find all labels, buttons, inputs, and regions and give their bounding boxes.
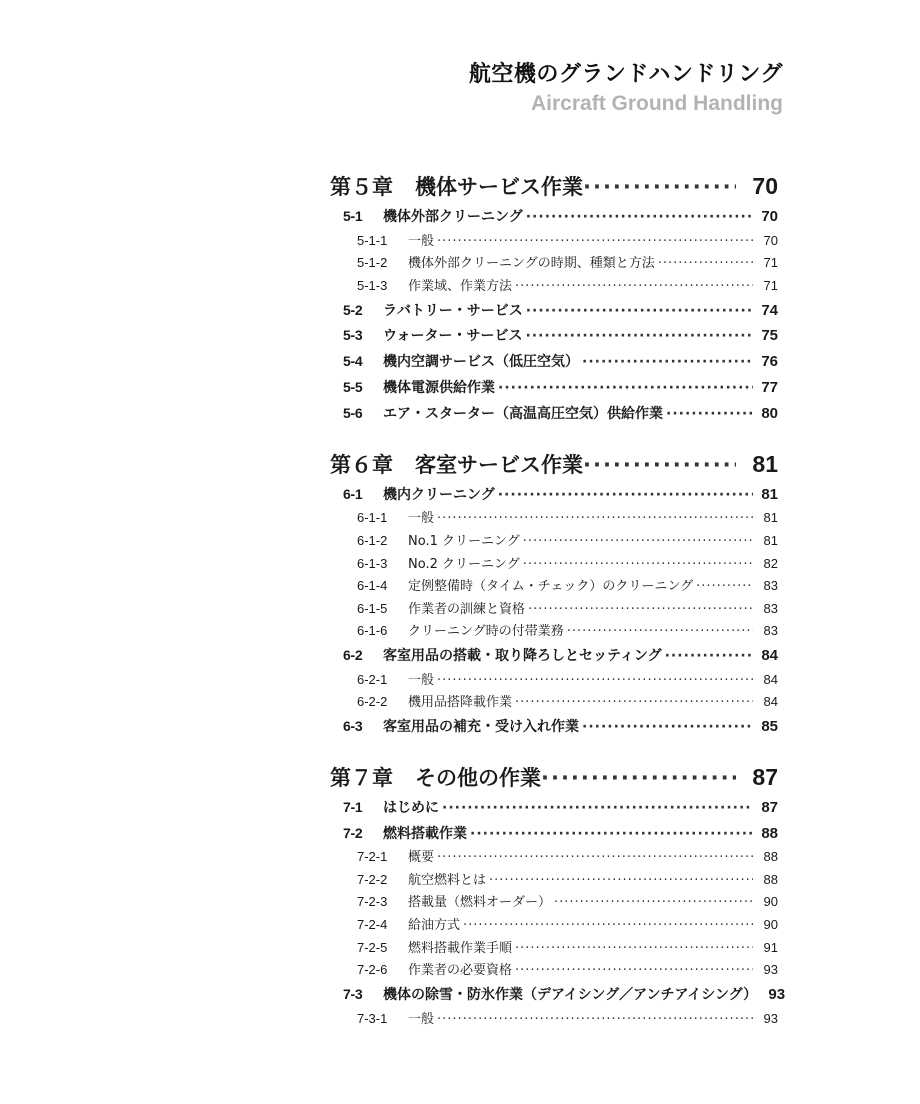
entry-page-number: 82 — [763, 555, 778, 571]
toc-section-row[interactable] — [330, 323, 778, 349]
dot-leader — [470, 822, 753, 848]
entry-number: 6-2-2 — [357, 694, 388, 710]
entry-title: 航空燃料とは — [408, 872, 487, 888]
entry-title: 機体外部クリーニング — [383, 209, 523, 225]
toc-subsection-row[interactable] — [330, 553, 778, 576]
toc-subsection-row[interactable] — [330, 1008, 778, 1031]
entry-page-number: 83 — [763, 600, 778, 616]
toc-subsection-row[interactable] — [330, 846, 778, 869]
toc-subsection-row[interactable] — [330, 620, 778, 643]
chapter-number: 第６章 — [330, 452, 393, 477]
book-title-japanese: 航空機のグランドハンドリング — [468, 62, 783, 87]
entry-number: 7-1 — [343, 798, 363, 815]
dot-leader — [583, 447, 736, 483]
toc-section-row[interactable] — [330, 375, 778, 401]
dot-leader — [498, 483, 753, 509]
toc-subsection-row[interactable] — [330, 530, 778, 553]
dot-leader — [582, 350, 753, 376]
toc-subsection-row[interactable] — [330, 252, 778, 275]
entry-title: 客室用品の補充・受け入れ作業 — [383, 718, 579, 735]
entry-title: クリーニング時の付帯業務 — [408, 624, 564, 640]
entry-title: 客室用品の搭載・取り降ろしとセッティング — [383, 647, 662, 664]
entry-title: No.1 クリーニング — [408, 533, 520, 549]
toc-chapter — [330, 446, 778, 740]
dot-leader — [515, 276, 753, 299]
toc-section-row[interactable] — [330, 349, 778, 375]
entry-title: 機体電源供給作業 — [383, 379, 495, 396]
entry-page-number: 90 — [763, 894, 778, 910]
toc-subsection-row[interactable] — [330, 575, 778, 598]
entry-number: 5-3 — [343, 327, 363, 344]
chapter-title: その他の作業 — [415, 765, 541, 790]
entry-number: 5-5 — [343, 378, 363, 395]
entry-page-number: 84 — [763, 671, 778, 687]
entry-number: 7-2-6 — [357, 962, 388, 978]
entry-number: 6-1-5 — [357, 600, 388, 616]
entry-number: 5-1-1 — [357, 232, 388, 248]
entry-page-number: 80 — [761, 404, 778, 422]
entry-title: 搭載量（燃料オーダー） — [408, 895, 552, 911]
entry-number: 5-1-3 — [357, 277, 388, 293]
entry-number: 7-2-2 — [357, 871, 388, 887]
chapter-heading[interactable] — [330, 759, 778, 795]
entry-title: 一般 — [408, 233, 435, 249]
entry-number: 6-1 — [343, 485, 363, 502]
entry-number: 6-2 — [343, 646, 363, 663]
dot-leader — [515, 960, 753, 983]
entry-number: 7-2-5 — [357, 939, 388, 955]
entry-title: 作業者の必要資格 — [408, 963, 513, 979]
dot-leader — [463, 915, 753, 938]
dot-leader — [437, 670, 753, 693]
entry-page-number: 93 — [768, 985, 786, 1003]
dot-leader — [541, 760, 736, 796]
dot-leader — [523, 531, 753, 554]
table-of-contents — [330, 168, 786, 1049]
toc-subsection-row[interactable] — [330, 869, 778, 892]
toc-subsection-row[interactable] — [330, 691, 778, 714]
entry-number: 7-3 — [343, 985, 363, 1002]
dot-leader — [582, 715, 753, 741]
entry-page-number: 75 — [761, 327, 778, 345]
toc-section-row[interactable] — [330, 643, 778, 669]
chapter-number: 第５章 — [330, 175, 393, 199]
entry-title: エア・スターター（高温高圧空気）供給作業 — [383, 405, 663, 422]
entry-page-number: 71 — [763, 277, 778, 293]
entry-title: 機体の除雪・防氷作業（デアイシング／アンチアイシング） — [383, 986, 758, 1003]
entry-title: 燃料搭載作業 — [383, 825, 467, 842]
toc-section-row[interactable] — [330, 795, 778, 821]
entry-page-number: 91 — [763, 939, 778, 955]
entry-title: 一般 — [408, 511, 435, 527]
dot-leader — [567, 621, 753, 644]
entry-number: 5-1-2 — [357, 255, 388, 271]
dot-leader — [437, 231, 753, 254]
toc-subsection-row[interactable] — [330, 598, 778, 621]
toc-chapter — [330, 759, 786, 1031]
entry-title: 作業者の訓練と資格 — [408, 601, 526, 617]
chapter-heading[interactable] — [330, 446, 778, 482]
entry-page-number: 90 — [763, 917, 778, 933]
entry-page-number: 83 — [763, 578, 778, 594]
entry-page-number: 81 — [763, 510, 778, 526]
toc-section-row[interactable] — [330, 204, 778, 230]
chapter-title: 客室サービス作業 — [415, 452, 583, 477]
entry-page-number: 81 — [761, 485, 778, 503]
toc-section-row[interactable] — [330, 482, 778, 508]
entry-title: 定例整備時（タイム・チェック）のクリーニング — [408, 579, 694, 595]
entry-title: ラバトリー・サービス — [383, 302, 523, 319]
entry-page-number: 70 — [763, 232, 778, 248]
dot-leader — [515, 692, 753, 715]
entry-title: 機用品搭降載作業 — [408, 695, 513, 711]
dot-leader — [554, 892, 753, 915]
dot-leader — [442, 796, 753, 822]
toc-subsection-row[interactable] — [330, 507, 778, 530]
entry-page-number: 93 — [763, 1010, 778, 1026]
dot-leader — [525, 324, 753, 350]
book-header — [469, 60, 783, 118]
entry-page-number: 85 — [761, 717, 778, 735]
entry-page-number: 77 — [761, 378, 778, 396]
book-title-english: Aircraft Ground Handling — [531, 92, 783, 115]
chapter-title: 機体サービス作業 — [415, 175, 583, 199]
entry-title: 機内空調サービス（低圧空気） — [383, 354, 579, 371]
toc-subsection-row[interactable] — [330, 275, 778, 298]
entry-title: 給油方式 — [408, 918, 461, 934]
toc-subsection-row[interactable] — [330, 230, 778, 253]
dot-leader — [583, 169, 736, 205]
toc-section-row[interactable] — [330, 401, 778, 427]
dot-leader — [658, 253, 753, 276]
entry-number: 7-2 — [343, 824, 363, 841]
entry-number: 7-2-3 — [357, 894, 388, 910]
entry-number: 7-3-1 — [357, 1010, 388, 1026]
toc-chapter — [330, 168, 778, 427]
entry-page-number: 83 — [763, 623, 778, 639]
entry-number: 6-1-3 — [357, 555, 388, 571]
entry-number: 5-6 — [343, 404, 363, 421]
entry-page-number: 84 — [763, 694, 778, 710]
entry-number: 6-1-1 — [357, 510, 388, 526]
entry-number: 5-4 — [343, 353, 363, 370]
toc-subsection-row[interactable] — [330, 914, 778, 937]
entry-number: 5-2 — [343, 301, 363, 318]
entry-title: 一般 — [408, 1011, 435, 1027]
entry-page-number: 87 — [761, 798, 778, 816]
dot-leader — [498, 376, 753, 402]
entry-title: 作業域、作業方法 — [408, 278, 513, 294]
toc-subsection-row[interactable] — [330, 891, 778, 914]
dot-leader — [665, 644, 753, 670]
toc-section-row[interactable] — [330, 714, 778, 740]
entry-page-number: 88 — [761, 824, 778, 842]
toc-section-row[interactable] — [330, 821, 778, 847]
dot-leader — [515, 938, 753, 961]
toc-section-row[interactable] — [330, 298, 778, 324]
dot-leader — [528, 599, 753, 622]
chapter-page-number: 87 — [752, 763, 778, 790]
entry-number: 5-1 — [343, 208, 363, 224]
entry-number: 7-2-1 — [357, 849, 388, 865]
entry-number: 6-1-6 — [357, 623, 388, 639]
dot-leader — [526, 299, 753, 325]
toc-subsection-row[interactable] — [330, 959, 778, 982]
entry-title: 概要 — [408, 850, 435, 866]
entry-page-number: 84 — [761, 646, 778, 664]
dot-leader — [696, 576, 753, 599]
dot-leader — [437, 1009, 753, 1032]
dot-leader — [437, 508, 753, 531]
toc-subsection-row[interactable] — [330, 669, 778, 692]
dot-leader — [489, 870, 753, 893]
dot-leader — [437, 847, 753, 870]
entry-title: 一般 — [408, 672, 435, 688]
entry-number: 6-3 — [343, 717, 363, 734]
entry-page-number: 93 — [763, 962, 778, 978]
entry-title: はじめに — [383, 799, 439, 816]
entry-page-number: 81 — [763, 532, 778, 548]
entry-page-number: 88 — [763, 871, 778, 887]
entry-page-number: 76 — [761, 353, 778, 371]
entry-number: 6-1-4 — [357, 578, 388, 594]
entry-title: 機体外部クリーニングの時期、種類と方法 — [408, 256, 655, 272]
entry-title: 燃料搭載作業手順 — [408, 940, 513, 956]
entry-page-number: 88 — [763, 849, 778, 865]
chapter-heading[interactable] — [330, 168, 778, 204]
entry-number: 6-2-1 — [357, 671, 388, 687]
dot-leader — [666, 402, 753, 428]
entry-title: 機内クリーニング — [383, 486, 495, 503]
entry-number: 7-2-4 — [357, 917, 388, 933]
toc-section-row[interactable] — [330, 982, 786, 1008]
entry-page-number: 71 — [763, 255, 778, 271]
chapter-page-number: 81 — [752, 450, 778, 477]
entry-number: 6-1-2 — [357, 532, 388, 548]
entry-title: ウォーター・サービス — [383, 328, 523, 345]
chapter-number: 第７章 — [330, 765, 393, 790]
dot-leader — [526, 205, 753, 231]
toc-subsection-row[interactable] — [330, 937, 778, 960]
entry-title: No.2 クリーニング — [408, 556, 520, 572]
entry-page-number: 74 — [761, 301, 778, 319]
dot-leader — [523, 554, 753, 577]
chapter-page-number: 70 — [752, 173, 778, 199]
entry-page-number: 70 — [761, 208, 778, 225]
